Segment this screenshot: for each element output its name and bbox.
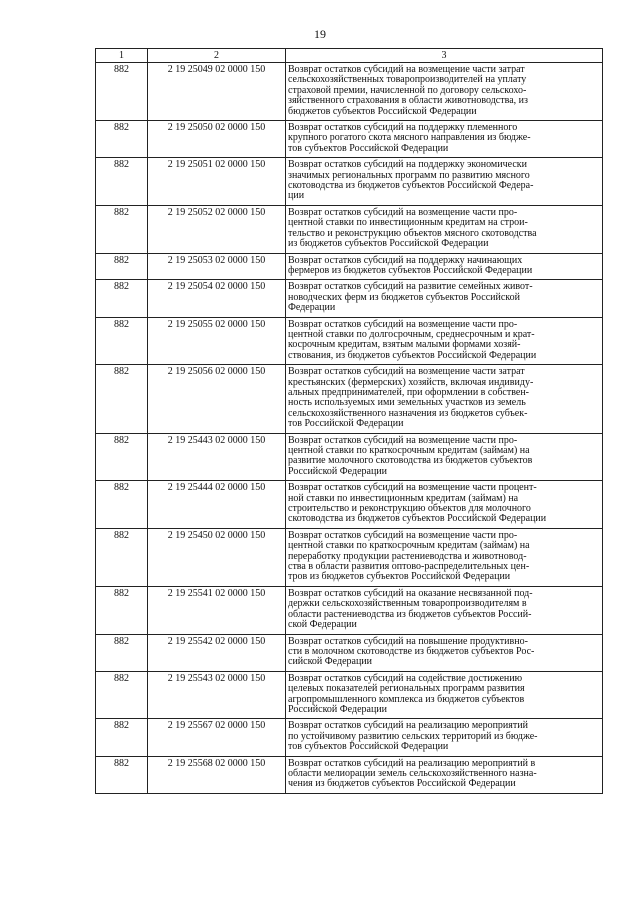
description-line: бюджетов субъектов Российской Федерации (288, 105, 477, 117)
description-line: центной ставки по краткосрочным кредитам (займам) на (288, 445, 530, 456)
description-line: Возврат остатков субсидий на возмещение части про- (288, 434, 518, 446)
description-line: Возврат остатков субсидий на реализацию мероприятий в (288, 757, 536, 769)
budget-code-cell: 2 19 25567 02 0000 150 (148, 719, 286, 756)
budget-code-cell: 2 19 25052 02 0000 150 (148, 205, 286, 253)
description-line: из бюджетов субъектов Российской Федерации (288, 238, 489, 250)
description-line: переработку продукции растениеводства и животновод- (288, 550, 527, 562)
table-row (96, 719, 603, 756)
table-row (96, 205, 603, 253)
admin-code-cell: 882 (96, 365, 148, 433)
table-row (96, 586, 603, 634)
budget-code-cell: 2 19 25542 02 0000 150 (148, 634, 286, 671)
description-line: крупного рогатого скота мясного направления из бюдже- (288, 132, 531, 144)
description-cell (286, 317, 603, 365)
description-line: центной ставки по долгосрочным, среднесрочным и крат- (288, 328, 535, 340)
description-line: ства в области развития оптово-распределительных цен- (288, 561, 530, 573)
description-line: держки сельскохозяйственным товаропроизводителям в (288, 598, 527, 610)
description-line: ской Федерации (288, 619, 357, 631)
description-line: Возврат остатков субсидий на возмещение части процент- (288, 482, 537, 494)
description-line: тов субъектов Российской Федерации (288, 741, 449, 753)
admin-code-cell: 882 (96, 756, 148, 793)
budget-code-cell: 2 19 25450 02 0000 150 (148, 528, 286, 586)
description-line: ции (288, 190, 305, 202)
column-header-3: 3 (286, 49, 603, 63)
table-body (96, 63, 603, 794)
description-line: ной ставки по инвестиционным кредитам (займам) на (288, 492, 519, 504)
budget-code-cell: 2 19 25443 02 0000 150 (148, 433, 286, 481)
description-cell (286, 158, 603, 206)
description-line: целевых показателей региональных программ развития (288, 683, 525, 695)
description-line: страховой премии, начисленной по договору сельскохо- (288, 84, 527, 96)
column-header-1: 1 (96, 49, 148, 63)
description-line: крестьянских (фермерских) хозяйств, включая индивиду- (288, 376, 534, 388)
table-row (96, 121, 603, 158)
description-line: тов субъектов Российской Федерации (288, 142, 449, 154)
description-line: области растениеводства из бюджетов субъектов Россий- (288, 608, 532, 620)
budget-code-cell: 2 19 25056 02 0000 150 (148, 365, 286, 433)
description-line: Возврат остатков субсидий на поддержку начинающих (288, 254, 523, 266)
admin-code-cell: 882 (96, 719, 148, 756)
description-line: агропромышленного комплекса из бюджетов субъектов (288, 693, 525, 705)
description-line: Возврат остатков субсидий на реализацию мероприятий (288, 720, 528, 732)
description-line: Возврат остатков субсидий на возмещение части затрат (288, 64, 525, 75)
admin-code-cell: 882 (96, 634, 148, 671)
description-line: сти в молочном скотоводстве из бюджетов субъектов Рос- (288, 645, 535, 657)
budget-code-cell: 2 19 25053 02 0000 150 (148, 253, 286, 280)
description-cell (286, 671, 603, 719)
description-line: косрочным кредитам, взятым малыми формами хозяй- (288, 339, 521, 351)
description-line: тов Российской Федерации (288, 418, 404, 430)
description-line: тров из бюджетов субъектов Российской Федерации (288, 571, 511, 583)
admin-code-cell: 882 (96, 121, 148, 158)
admin-code-cell: 882 (96, 586, 148, 634)
description-line: Российской Федерации (288, 703, 388, 715)
description-line: Возврат остатков субсидий на возмещение части затрат (288, 366, 525, 378)
description-line: по устойчивому развитию сельских территорий из бюдже- (288, 730, 538, 742)
description-line: центной ставки по краткосрочным кредитам (займам) на (288, 540, 530, 552)
table-row (96, 433, 603, 481)
description-line: Федерации (288, 302, 336, 314)
description-line: новодческих ферм из бюджетов субъектов Российской (288, 291, 520, 303)
description-line: Возврат остатков субсидий на возмещение части про- (288, 206, 518, 218)
description-line: сийской Федерации (288, 656, 373, 668)
admin-code-cell: 882 (96, 63, 148, 121)
description-line: альных предпринимателей, при оформлении в собствен- (288, 386, 530, 398)
budget-code-cell: 2 19 25051 02 0000 150 (148, 158, 286, 206)
description-line: ность используемых ими земельных участков из земель (288, 397, 526, 409)
description-line: зяйственного страхования в области животноводства, из (288, 95, 528, 107)
admin-code-cell: 882 (96, 317, 148, 365)
description-line: скотоводства из бюджетов субъектов Российской Федера- (288, 180, 534, 192)
admin-code-cell: 882 (96, 253, 148, 280)
table-row (96, 365, 603, 433)
description-line: строительство и реконструкцию объектов для молочного (288, 503, 531, 515)
description-line: скотоводства из бюджетов субъектов Российской Федерации (288, 513, 547, 525)
description-line: развитие молочного скотоводства из бюджетов субъектов (288, 455, 533, 467)
budget-code-cell: 2 19 25054 02 0000 150 (148, 280, 286, 317)
admin-code-cell: 882 (96, 433, 148, 481)
page-number: 19 (314, 27, 326, 41)
description-cell (286, 253, 603, 280)
description-line: Возврат остатков субсидий на поддержку племенного (288, 122, 518, 134)
description-line: Возврат остатков субсидий на развитие семейных живот- (288, 281, 533, 293)
admin-code-cell: 882 (96, 671, 148, 719)
description-line: Возврат остатков субсидий на возмещение части про- (288, 529, 518, 541)
admin-code-cell: 882 (96, 280, 148, 317)
table-row (96, 634, 603, 671)
description-cell (286, 280, 603, 317)
description-line: области мелиорации земель сельскохозяйственного назна- (288, 767, 537, 779)
description-line: чения из бюджетов субъектов Российской Федерации (288, 778, 516, 790)
admin-code-cell: 882 (96, 205, 148, 253)
description-cell (286, 481, 603, 529)
column-header-2: 2 (148, 49, 286, 63)
admin-code-cell: 882 (96, 481, 148, 529)
description-cell (286, 719, 603, 756)
description-line: сельскохозяйственного назначения из бюджетов субъек- (288, 407, 528, 419)
description-line: Российской Федерации (288, 465, 388, 477)
table-row (96, 481, 603, 529)
description-cell (286, 205, 603, 253)
table-row (96, 253, 603, 280)
budget-code-cell: 2 19 25541 02 0000 150 (148, 586, 286, 634)
description-line: Возврат остатков субсидий на повышение продуктивно- (288, 635, 528, 647)
table-row (96, 756, 603, 793)
description-cell (286, 365, 603, 433)
description-cell (286, 634, 603, 671)
description-cell (286, 528, 603, 586)
table-row (96, 528, 603, 586)
budget-code-cell: 2 19 25055 02 0000 150 (148, 317, 286, 365)
budget-code-cell: 2 19 25568 02 0000 150 (148, 756, 286, 793)
table-row (96, 158, 603, 206)
description-line: Возврат остатков субсидий на возмещение части про- (288, 318, 518, 330)
budget-code-cell: 2 19 25543 02 0000 150 (148, 671, 286, 719)
budget-code-cell: 2 19 25444 02 0000 150 (148, 481, 286, 529)
description-line: Возврат остатков субсидий на поддержку экономически (288, 159, 527, 171)
description-line: центной ставки по инвестиционным кредитам на строи- (288, 217, 528, 229)
table-row (96, 317, 603, 365)
budget-classification-table (95, 48, 603, 794)
description-line: значимых региональных программ по развитию мясного (288, 169, 530, 181)
description-cell (286, 586, 603, 634)
table-header-row (96, 49, 603, 63)
description-cell (286, 433, 603, 481)
description-cell (286, 63, 603, 121)
table-row (96, 280, 603, 317)
description-line: тельство и реконструкцию объектов мясного скотоводства (288, 227, 537, 239)
description-cell (286, 121, 603, 158)
budget-code-cell: 2 19 25049 02 0000 150 (148, 63, 286, 121)
admin-code-cell: 882 (96, 158, 148, 206)
table-row (96, 671, 603, 719)
table-row (96, 63, 603, 121)
description-line: ствования, из бюджетов субъектов Российской Федерации (288, 349, 537, 361)
description-cell (286, 756, 603, 793)
description-line: фермеров из бюджетов субъектов Российской Федерации (288, 264, 533, 276)
description-line: Возврат остатков субсидий на содействие достижению (288, 672, 523, 684)
budget-code-cell: 2 19 25050 02 0000 150 (148, 121, 286, 158)
admin-code-cell: 882 (96, 528, 148, 586)
description-line: Возврат остатков субсидий на оказание несвязанной под- (288, 587, 533, 599)
description-line: сельскохозяйственных товаропроизводителей на уплату (288, 74, 527, 86)
